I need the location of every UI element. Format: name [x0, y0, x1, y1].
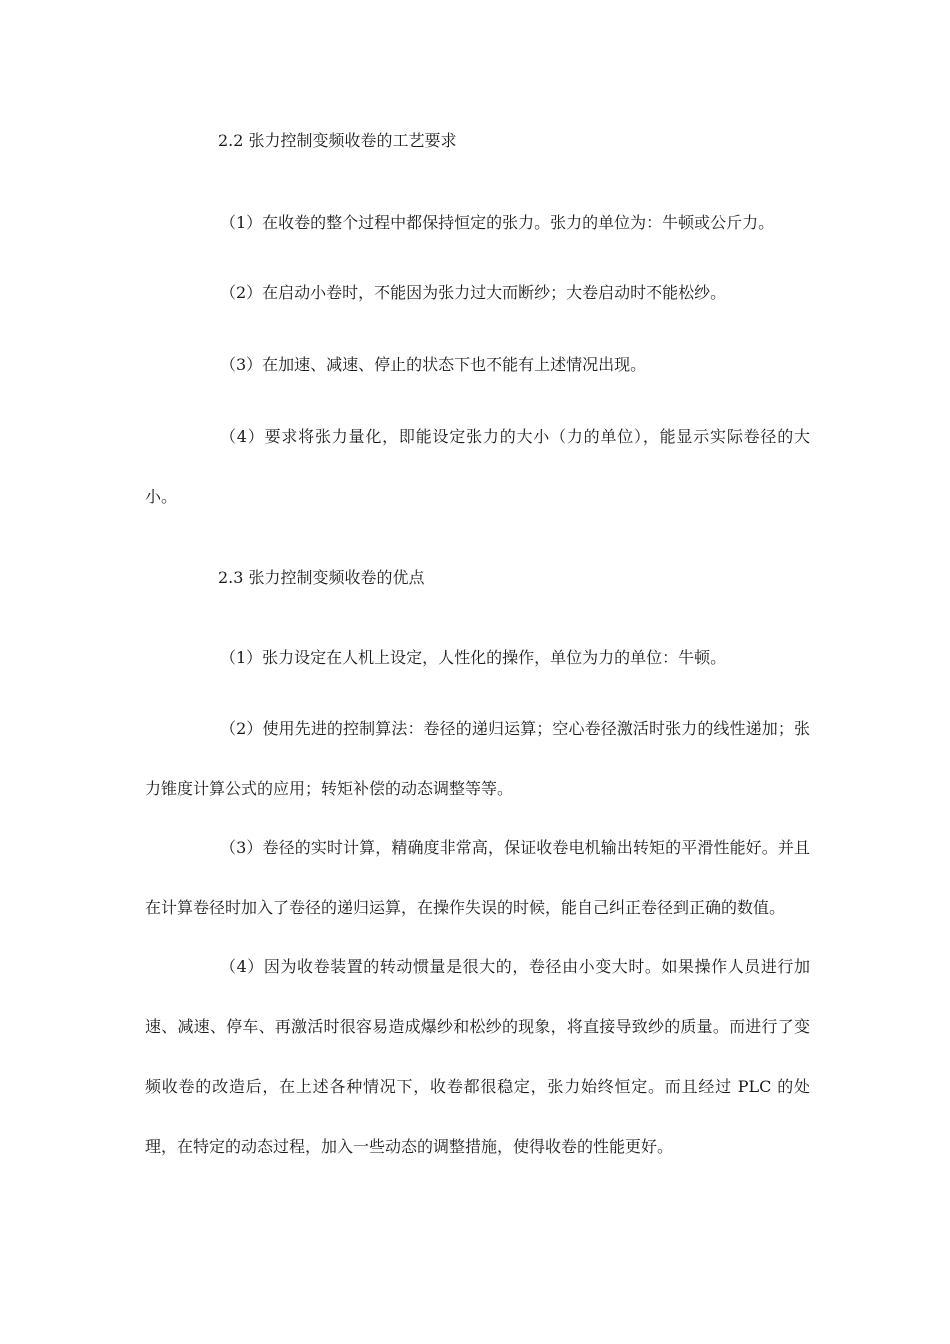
requirement-item-4: （4）要求将张力量化，即能设定张力的大小（力的单位），能显示实际卷径的大小。 — [145, 427, 810, 506]
section-heading-2-3: 2.3 张力控制变频收卷的优点 — [218, 568, 425, 587]
advantage-item-3: （3）卷径的实时计算，精确度非常高，保证收卷电机输出转矩的平滑性能好。并且在计算卷径时加入了卷径的递归运算，在操作失误的时候，能自己纠正卷径到正确的数值。 — [145, 838, 810, 917]
requirement-item-3: （3）在加速、减速、停止的状态下也不能有上述情况出现。 — [220, 355, 647, 374]
advantage-item-1: （1）张力设定在人机上设定，人性化的操作，单位为力的单位：牛顿。 — [220, 648, 727, 667]
requirement-item-2: （2）在启动小卷时，不能因为张力过大而断纱；大卷启动时不能松纱。 — [220, 283, 727, 302]
advantage-item-4: （4）因为收卷装置的转动惯量是很大的，卷径由小变大时。如果操作人员进行加速、减速、停车、再激活时很容易造成爆纱和松纱的现象，将直接导致纱的质量。而进行了变频收卷的改造后，在上述各种情况下，收卷都很稳定，张力始终恒定。而且经过 PLC 的处理，在特定的动态过程，加入一些动态的调整措施，使得收卷的性能更好。 — [145, 957, 810, 1156]
section-heading-2-2: 2.2 张力控制变频收卷的工艺要求 — [218, 131, 457, 150]
advantage-item-2: （2）使用先进的控制算法：卷径的递归运算；空心卷径激活时张力的线性递加；张力锥度计算公式的应用；转矩补偿的动态调整等等。 — [145, 719, 810, 798]
requirement-item-1: （1）在收卷的整个过程中都保持恒定的张力。张力的单位为：牛顿或公斤力。 — [220, 213, 775, 232]
